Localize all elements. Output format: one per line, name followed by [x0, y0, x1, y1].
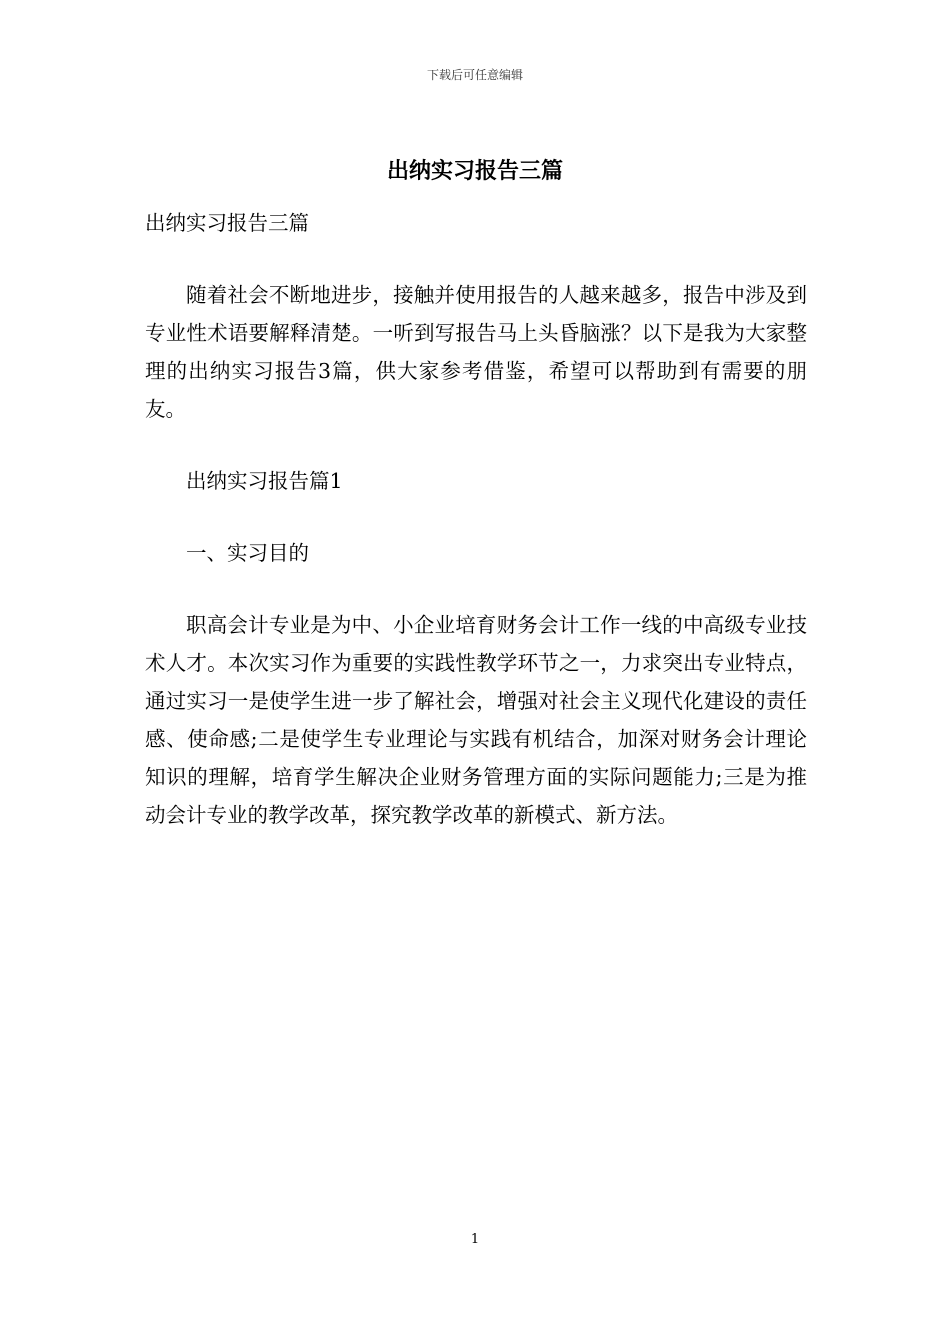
body-paragraph: 职高会计专业是为中、小企业培育财务会计工作一线的中高级专业技术人才。本次实习作为重要的实践性教学环节之一，力求突出专业特点，通过实习一是使学生进一步了解社会，增强对社会主义现代化建设的责任感、使命感;二是使学生专业理论与实践有机结合，加深对财务会计理论知识的理解，培育学生解决企业财务管理方面的实际问题能力;三是为推动会计专业的教学改革，探究教学改革的新模式、新方法。 — [145, 613, 807, 827]
page-number: 1 — [470, 1232, 480, 1247]
header-note: 下载后可任意编辑 — [426, 68, 523, 82]
subtitle-paragraph: 出纳实习报告三篇 — [145, 211, 309, 235]
section-heading: 出纳实习报告篇1 — [186, 469, 343, 493]
document-title: 出纳实习报告三篇 — [386, 158, 563, 184]
intro-paragraph: 随着社会不断地进步，接触并使用报告的人越来越多，报告中涉及到专业性术语要解释清楚。一听到写报告马上头昏脑涨？以下是我为大家整理的出纳实习报告3篇，供大家参考借鉴，希望可以帮助到有需要的朋友。 — [145, 283, 807, 421]
subsection-heading: 一、实习目的 — [186, 541, 309, 565]
document-body — [145, 204, 807, 868]
